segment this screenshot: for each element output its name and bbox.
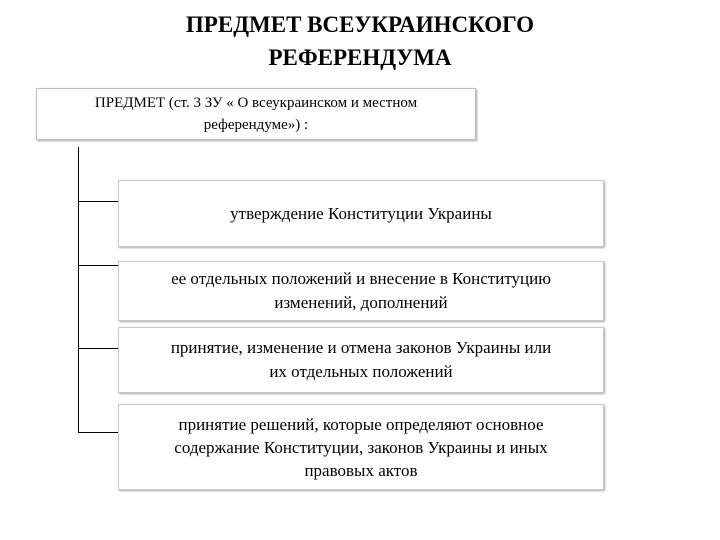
subject-item-3-line-2: их отдельных положений (269, 362, 453, 381)
subject-item-text-4 (174, 413, 547, 482)
subject-item-3-line-1: принятие, изменение и отмена законов Украины или (170, 338, 552, 357)
subject-item-text-1: утверждение Конституции Украины (230, 203, 492, 223)
subject-item-2-line-1: ее отдельных положений и внесение в Конституцию (171, 269, 551, 288)
tree-branch-connector-1 (78, 201, 118, 202)
subject-item-box-4 (118, 404, 604, 490)
title-line-2: РЕФЕРЕНДУМА (268, 45, 452, 70)
tree-branch-connector-3 (78, 348, 118, 349)
tree-branch-connector-2 (78, 265, 118, 266)
subject-item-text-3 (171, 336, 551, 384)
subject-item-2-line-2: изменений, дополнений (274, 293, 448, 312)
subject-header-box (36, 88, 476, 140)
tree-branch-connector-4 (78, 432, 118, 433)
title-line-1: ПРЕДМЕТ ВСЕУКРАИНСКОГО (185, 12, 535, 37)
subject-item-4-line-2: содержание Конституции, законов Украины и иных (174, 437, 548, 457)
subject-item-box-3 (118, 327, 604, 393)
subject-item-box-2 (118, 261, 604, 321)
subject-item-4-line-1: принятие решений, которые определяют основное (178, 414, 544, 434)
tree-vertical-connector (78, 147, 79, 433)
subject-header-line-1: ПРЕДМЕТ (ст. 3 ЗУ « О всеукраинском и местном (94, 95, 418, 111)
subject-header-line-2: референдуме») : (203, 117, 309, 133)
subject-item-box-1 (118, 180, 604, 247)
page-title (0, 8, 720, 74)
subject-item-text-2 (171, 267, 551, 315)
subject-header-text (95, 92, 417, 136)
subject-item-4-line-3: правовых актов (304, 460, 418, 480)
